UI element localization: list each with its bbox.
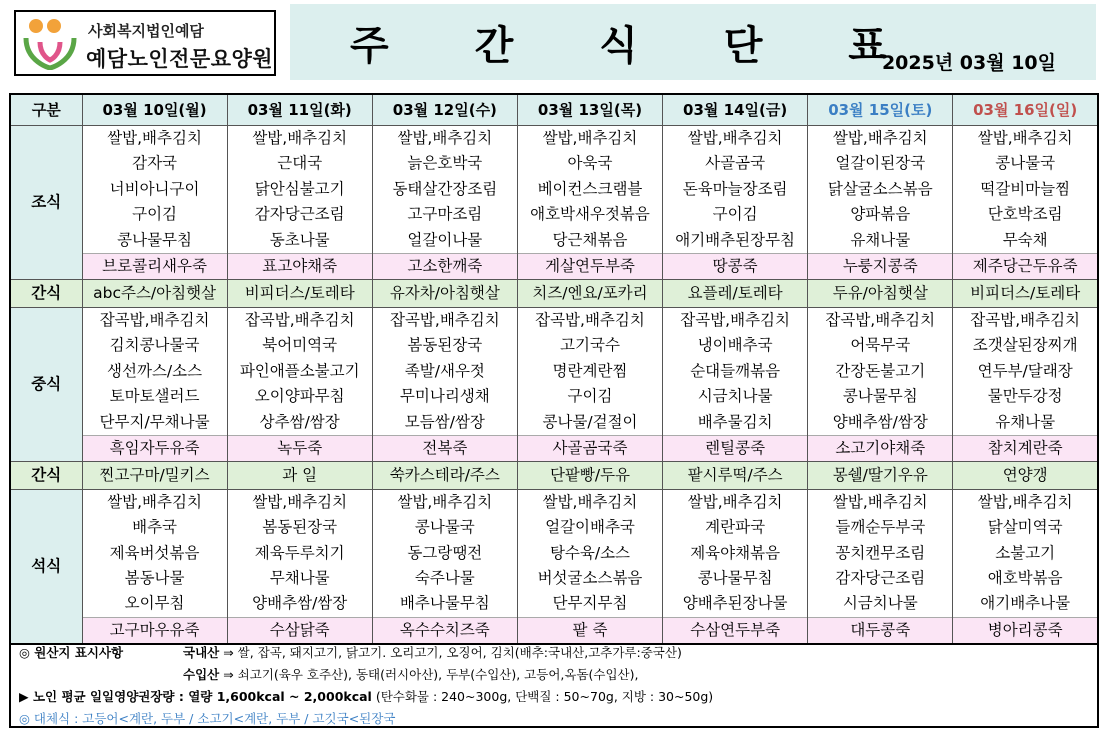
menu-item: 간장돈불고기 bbox=[835, 361, 926, 380]
menu-item: 얼갈이된장국 bbox=[835, 154, 926, 173]
dinner-cell bbox=[663, 489, 808, 643]
porridge-item: 사골곰국죽 bbox=[518, 435, 662, 461]
menu-item: 양배추쌈/쌈장 bbox=[252, 594, 348, 613]
day-header-saturday: 03월 15일(토) bbox=[808, 94, 953, 126]
origin-import bbox=[183, 665, 638, 683]
menu-item: 잡곡밥,배추김치 bbox=[535, 310, 645, 329]
menu-item: 잡곡밥,배추김치 bbox=[389, 310, 500, 329]
menu-item: 애기배추나물 bbox=[980, 594, 1071, 613]
domestic-label: 국내산 bbox=[183, 645, 220, 660]
substitute-note: ◎ 대체식 : 고등어<계란, 두부 / 소고기<계란, 두부 / 고깃국<된장국 bbox=[19, 711, 396, 726]
menu-item: 감자당근조림 bbox=[254, 205, 345, 224]
dinner-cell bbox=[227, 489, 372, 643]
page-header bbox=[0, 0, 1108, 86]
dinner-label: 석식 bbox=[10, 489, 82, 643]
menu-item: 시금치나물 bbox=[697, 387, 773, 406]
menu-item: 잡곡밥,배추김치 bbox=[99, 310, 210, 329]
menu-item: 봄동나물 bbox=[124, 569, 185, 588]
snack-cell: 과 일 bbox=[227, 461, 372, 489]
domestic-text: ⇒ 쌀, 잡곡, 돼지고기, 닭고기. 오리고기, 오징어, 김치(배추:국내산,고추가루:중국산) bbox=[223, 645, 682, 660]
snack-cell: 연양갱 bbox=[953, 461, 1098, 489]
menu-item: 계란파국 bbox=[705, 518, 766, 537]
menu-item: 동그랑땡전 bbox=[407, 543, 483, 562]
breakfast-cell bbox=[372, 126, 517, 280]
menu-item: 시금치나물 bbox=[842, 594, 918, 613]
day-header-sunday: 03월 16일(일) bbox=[953, 94, 1098, 126]
breakfast-cell bbox=[227, 126, 372, 280]
menu-item: 제육버섯볶음 bbox=[109, 543, 200, 562]
menu-date: 2025년 03월 10일 bbox=[881, 52, 1056, 74]
menu-item: 봄동된장국 bbox=[262, 518, 338, 537]
menu-item: 양배추쌈/쌈장 bbox=[832, 412, 928, 431]
menu-item: 명란계란찜 bbox=[552, 361, 628, 380]
menu-item: 물만두강정 bbox=[987, 387, 1063, 406]
menu-item: 어묵무국 bbox=[850, 336, 911, 355]
menu-item: 근대국 bbox=[277, 154, 323, 173]
day-header: 03월 14일(금) bbox=[663, 94, 808, 126]
dinner-cell bbox=[372, 489, 517, 643]
snack-cell: 찐고구마/밀키스 bbox=[82, 461, 227, 489]
porridge-item: 누룽지콩죽 bbox=[808, 253, 952, 279]
menu-item: 애기배추된장무침 bbox=[675, 230, 796, 249]
menu-item: 떡갈비마늘찜 bbox=[980, 179, 1071, 198]
menu-item: 모듬쌈/쌈장 bbox=[404, 412, 485, 431]
menu-item: 유채나물 bbox=[850, 230, 911, 249]
snack-cell: 두유/아침햇살 bbox=[808, 279, 953, 307]
menu-item: 숙주나물 bbox=[414, 569, 475, 588]
dinner-cell bbox=[82, 489, 227, 643]
porridge-item: 제주당근두유죽 bbox=[953, 253, 1097, 279]
menu-item: 단무지무침 bbox=[552, 594, 628, 613]
menu-item: 콩나물국 bbox=[414, 518, 475, 537]
menu-item: 늙은호박국 bbox=[407, 154, 483, 173]
menu-item: 아욱국 bbox=[567, 154, 613, 173]
menu-item: 꽁치캔무조림 bbox=[835, 543, 926, 562]
menu-item: 감자당근조림 bbox=[835, 569, 926, 588]
menu-item: 쌀밥,배추김치 bbox=[977, 492, 1073, 511]
menu-item: 콩나물무침 bbox=[697, 569, 773, 588]
menu-item: 닭살굴소스볶음 bbox=[827, 179, 933, 198]
menu-item: 배추물김치 bbox=[697, 412, 773, 431]
snack-cell: 쑥카스테라/주스 bbox=[372, 461, 517, 489]
menu-item: 무숙채 bbox=[1002, 230, 1048, 249]
menu-item: 파인애플소불고기 bbox=[239, 361, 360, 380]
snack2-label: 간식 bbox=[10, 461, 82, 489]
snack2-row bbox=[10, 461, 1098, 489]
menu-item: 얼갈이배추국 bbox=[545, 518, 635, 537]
day-header: 03월 13일(목) bbox=[517, 94, 662, 126]
menu-item: 구이김 bbox=[132, 205, 178, 224]
menu-item: 단호박조림 bbox=[987, 205, 1063, 224]
menu-item: 돈육마늘장조림 bbox=[682, 179, 788, 198]
menu-item: 고구마조림 bbox=[407, 205, 483, 224]
dinner-cell bbox=[953, 489, 1098, 643]
porridge-item: 소고기야채죽 bbox=[808, 435, 952, 461]
lunch-row bbox=[10, 307, 1098, 461]
menu-item: 버섯굴소스볶음 bbox=[537, 569, 643, 588]
porridge-item: 흑임자두유죽 bbox=[83, 435, 227, 461]
menu-item: 애호박새우젓볶음 bbox=[530, 205, 650, 224]
menu-item: 동초나물 bbox=[269, 230, 330, 249]
menu-item: 생선까스/소스 bbox=[107, 361, 203, 380]
breakfast-cell bbox=[953, 126, 1098, 280]
nutrition-detail: (탄수화물 : 240~300g, 단백질 : 50~70g, 지방 : 30~50g) bbox=[371, 689, 714, 704]
menu-item: 콩나물/겉절이 bbox=[542, 412, 638, 431]
menu-item: 제육야채볶음 bbox=[690, 543, 781, 562]
menu-item: 당근채볶음 bbox=[552, 230, 628, 249]
menu-item: 양배추된장나물 bbox=[682, 594, 788, 613]
lunch-label: 중식 bbox=[10, 307, 82, 461]
snack1-row bbox=[10, 279, 1098, 307]
menu-item: 사골곰국 bbox=[705, 154, 766, 173]
snack-cell: 치즈/엔요/포카리 bbox=[517, 279, 662, 307]
menu-item: 쌀밥,배추김치 bbox=[107, 492, 202, 511]
menu-item: 토마토샐러드 bbox=[109, 387, 200, 406]
menu-item: 쌀밥,배추김치 bbox=[977, 129, 1073, 147]
lunch-cell bbox=[372, 307, 517, 461]
import-text: ⇒ 쇠고기(육우 호주산), 동태(러시아산), 두부(수입산), 고등어,옥돔(수입산), bbox=[223, 667, 639, 682]
menu-item: 김치콩나물국 bbox=[109, 336, 200, 355]
menu-item: 감자국 bbox=[132, 154, 178, 173]
porridge-item: 대두콩죽 bbox=[808, 617, 952, 643]
menu-item: 양파볶음 bbox=[850, 205, 911, 224]
porridge-item: 병아리콩죽 bbox=[953, 617, 1097, 643]
menu-item: 유채나물 bbox=[995, 412, 1056, 431]
lunch-cell bbox=[517, 307, 662, 461]
lunch-cell bbox=[227, 307, 372, 461]
menu-item: 쌀밥,배추김치 bbox=[252, 129, 348, 147]
menu-item: 쌀밥,배추김치 bbox=[252, 492, 348, 511]
menu-item: 오이양파무침 bbox=[254, 387, 345, 406]
nutrition-note bbox=[19, 687, 713, 705]
porridge-item: 땅콩죽 bbox=[663, 253, 807, 279]
menu-item: 콩나물무침 bbox=[842, 387, 918, 406]
menu-item: 쌀밥,배추김치 bbox=[542, 129, 638, 147]
menu-item: 탕수육/소스 bbox=[549, 543, 631, 562]
menu-item: 베이컨스크램블 bbox=[537, 179, 643, 198]
menu-item: 냉이배추국 bbox=[697, 336, 773, 355]
porridge-item: 렌틸콩죽 bbox=[663, 435, 807, 461]
snack-cell: 팥시루떡/주스 bbox=[663, 461, 808, 489]
porridge-item: 게살연두부죽 bbox=[518, 253, 662, 279]
porridge-item: 옥수수치즈죽 bbox=[373, 617, 517, 643]
menu-item: 쌀밥,배추김치 bbox=[832, 492, 928, 511]
porridge-item: 수삼닭죽 bbox=[228, 617, 372, 643]
menu-item: 잡곡밥,배추김치 bbox=[970, 310, 1081, 329]
menu-item: 구이김 bbox=[712, 205, 758, 224]
menu-item: 쌀밥,배추김치 bbox=[397, 129, 493, 147]
dinner-cell bbox=[517, 489, 662, 643]
menu-item: 얼갈이나물 bbox=[407, 230, 483, 249]
breakfast-cell bbox=[663, 126, 808, 280]
menu-item: 닭살미역국 bbox=[987, 518, 1063, 537]
menu-item: 단무지/무채나물 bbox=[99, 412, 210, 431]
menu-item: 북어미역국 bbox=[262, 336, 338, 355]
title-banner bbox=[290, 4, 1096, 80]
menu-item: 콩나물국 bbox=[995, 154, 1056, 173]
snack-cell: 몽쉘/딸기우유 bbox=[808, 461, 953, 489]
breakfast-cell bbox=[517, 126, 662, 280]
nutrition-label: ▶ 노인 평균 일일영양권장량 : 열량 1,600kcal ~ 2,000kcal bbox=[19, 689, 372, 704]
menu-item: 배추나물무침 bbox=[399, 594, 490, 613]
menu-item: 너비아니구이 bbox=[109, 179, 200, 198]
lunch-cell bbox=[82, 307, 227, 461]
menu-item: 소불고기 bbox=[995, 543, 1056, 562]
corner-cell: 구분 bbox=[10, 94, 82, 126]
menu-item: 쌀밥,배추김치 bbox=[542, 492, 638, 511]
menu-item: 쌀밥,배추김치 bbox=[397, 492, 493, 511]
breakfast-cell bbox=[808, 126, 953, 280]
menu-item: 잡곡밥,배추김치 bbox=[680, 310, 790, 329]
porridge-item: 녹두죽 bbox=[228, 435, 372, 461]
menu-item: 제육두루치기 bbox=[254, 543, 345, 562]
menu-item: 조갯살된장찌개 bbox=[972, 336, 1078, 355]
day-header: 03월 11일(화) bbox=[227, 94, 372, 126]
porridge-item: 전복죽 bbox=[373, 435, 517, 461]
snack-cell: 요플레/토레타 bbox=[663, 279, 808, 307]
dinner-row bbox=[10, 489, 1098, 643]
menu-item: 닭안심불고기 bbox=[254, 179, 345, 198]
snack-cell: abc주스/아침햇살 bbox=[82, 279, 227, 307]
snack-cell: 단팥빵/두유 bbox=[517, 461, 662, 489]
menu-item: 구이김 bbox=[567, 387, 613, 406]
origin-title: ◎ 원산지 표시사항 bbox=[19, 645, 124, 660]
menu-item: 들깨순두부국 bbox=[835, 518, 926, 537]
menu-item: 쌀밥,배추김치 bbox=[687, 129, 783, 147]
menu-item: 배추국 bbox=[132, 518, 178, 537]
porridge-item: 고구마우유죽 bbox=[83, 617, 227, 643]
snack-cell: 비피더스/토레타 bbox=[953, 279, 1098, 307]
menu-item: 애호박볶음 bbox=[987, 569, 1063, 588]
weekly-menu-table bbox=[9, 93, 1099, 645]
menu-item: 쌀밥,배추김치 bbox=[107, 129, 202, 147]
menu-item: 쌀밥,배추김치 bbox=[832, 129, 928, 147]
snack-cell: 유자차/아침햇살 bbox=[372, 279, 517, 307]
menu-item: 잡곡밥,배추김치 bbox=[825, 310, 936, 329]
porridge-item: 수삼연두부죽 bbox=[663, 617, 807, 643]
org-line2: 예담노인전문요양원 bbox=[86, 47, 274, 71]
import-label: 수입산 bbox=[183, 667, 220, 682]
porridge-item: 표고야채죽 bbox=[228, 253, 372, 279]
menu-item: 무채나물 bbox=[269, 569, 330, 588]
porridge-item: 팥 죽 bbox=[518, 617, 662, 643]
org-line1: 사회복지법인예담 bbox=[88, 22, 204, 40]
footer-notes bbox=[9, 639, 1099, 728]
day-header-row bbox=[10, 94, 1098, 126]
menu-item: 동태살간장조림 bbox=[392, 179, 498, 198]
page-title: 주 간 식 단 표 bbox=[350, 23, 923, 69]
menu-item: 봄동된장국 bbox=[407, 336, 483, 355]
menu-item: 잡곡밥,배추김치 bbox=[244, 310, 355, 329]
menu-item: 오이무침 bbox=[124, 594, 185, 613]
breakfast-row bbox=[10, 126, 1098, 280]
porridge-item: 참치계란죽 bbox=[953, 435, 1097, 461]
menu-item: 무미나리생채 bbox=[399, 387, 490, 406]
menu-item: 순대들깨볶음 bbox=[690, 361, 781, 380]
lunch-cell bbox=[663, 307, 808, 461]
lunch-cell bbox=[953, 307, 1098, 461]
menu-item: 쌀밥,배추김치 bbox=[687, 492, 783, 511]
snack1-label: 간식 bbox=[10, 279, 82, 307]
day-header: 03월 12일(수) bbox=[372, 94, 517, 126]
breakfast-label: 조식 bbox=[10, 126, 82, 280]
lunch-cell bbox=[808, 307, 953, 461]
menu-item: 족발/새우젓 bbox=[404, 361, 485, 380]
porridge-item: 브로콜리새우죽 bbox=[83, 253, 227, 279]
menu-item: 고기국수 bbox=[560, 336, 620, 355]
dinner-cell bbox=[808, 489, 953, 643]
porridge-item: 고소한깨죽 bbox=[373, 253, 517, 279]
menu-item: 콩나물무침 bbox=[117, 230, 192, 249]
breakfast-cell bbox=[82, 126, 227, 280]
origin-domestic bbox=[183, 643, 682, 661]
logo bbox=[14, 10, 276, 76]
day-header: 03월 10일(월) bbox=[82, 94, 227, 126]
menu-item: 연두부/달래장 bbox=[977, 361, 1073, 380]
menu-item: 상추쌈/쌈장 bbox=[259, 412, 340, 431]
snack-cell: 비피더스/토레타 bbox=[227, 279, 372, 307]
logo-mark-icon bbox=[20, 16, 80, 70]
